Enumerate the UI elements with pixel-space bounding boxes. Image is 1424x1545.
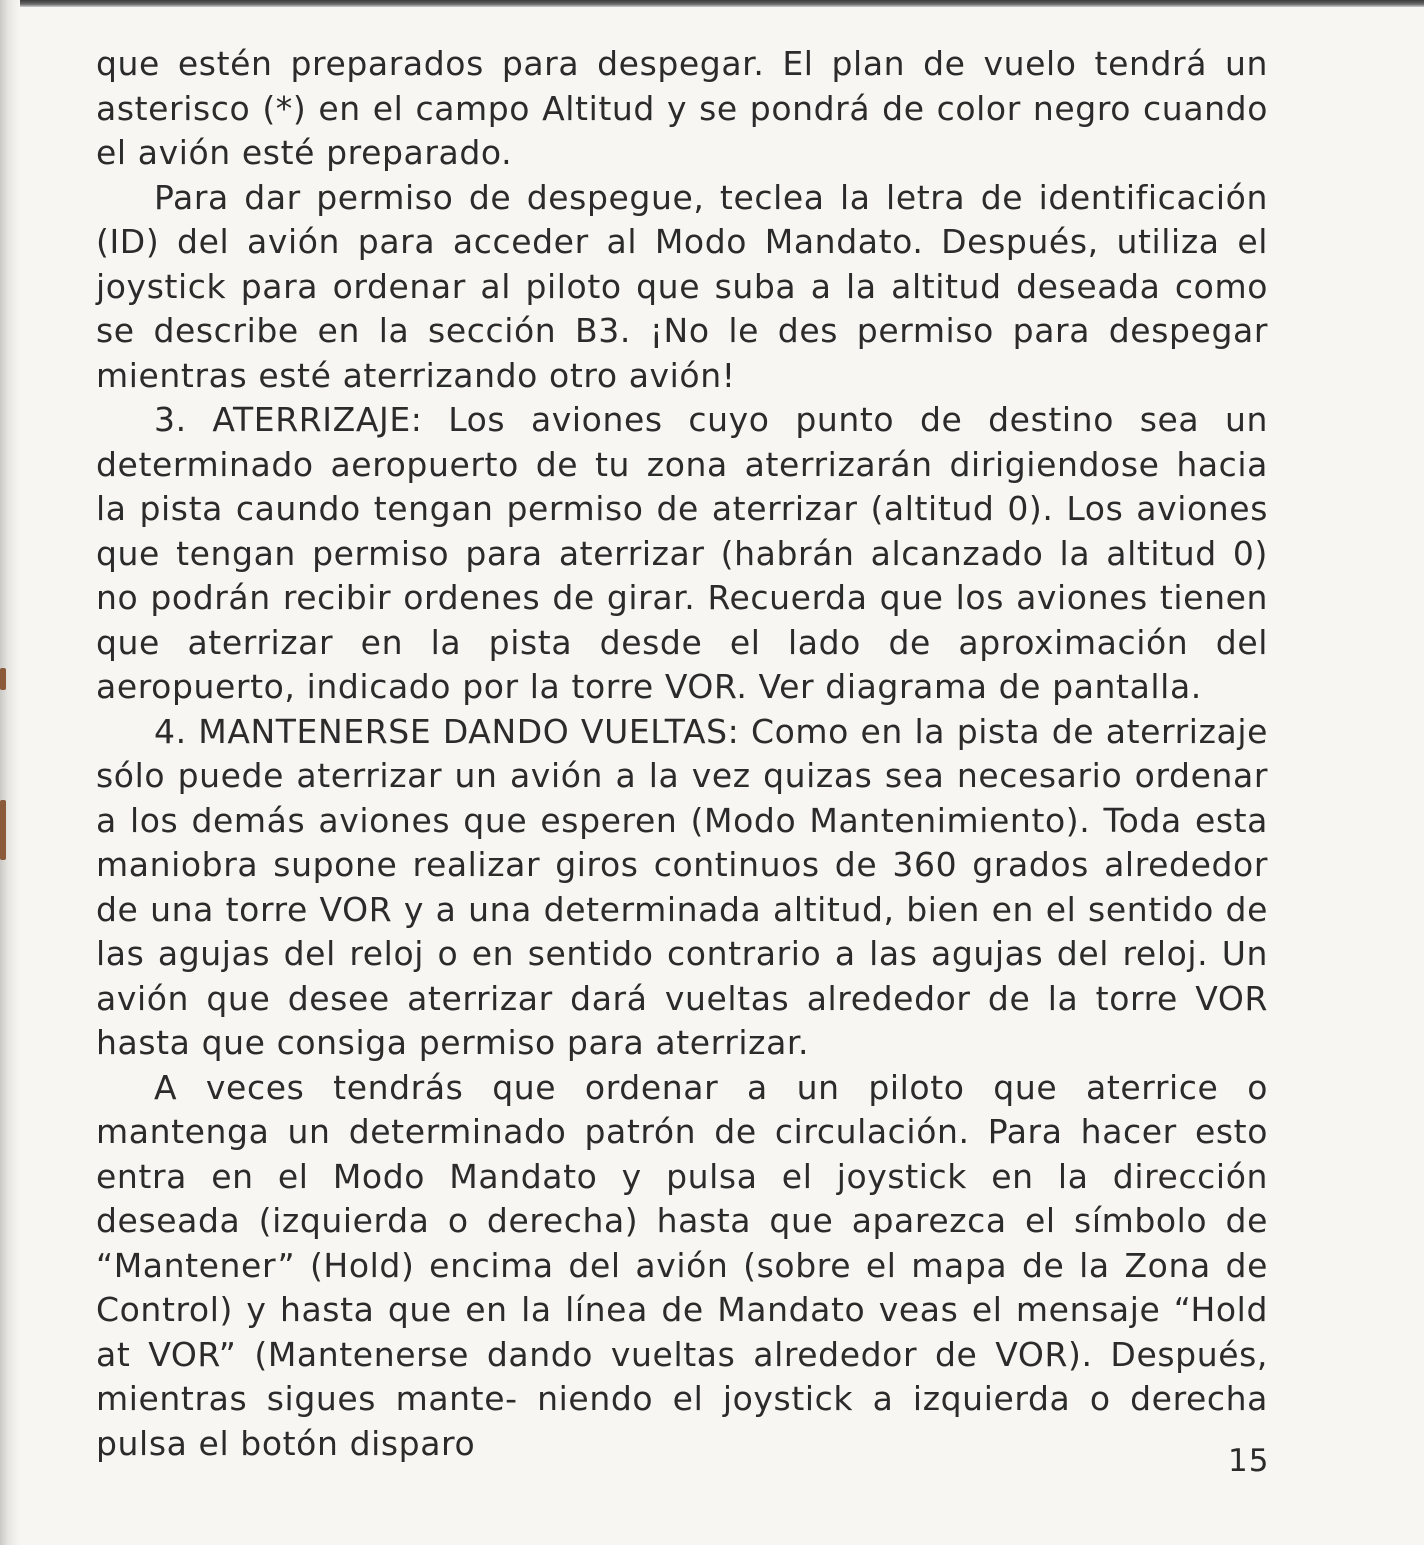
binding-mark [0, 800, 6, 860]
page-number: 15 [1228, 1443, 1270, 1479]
paragraph: A veces tendrás que ordenar a un piloto que aterrice o mantenga un determinado patrón de circulación. Para hacer esto entra en el Modo Mandato y pulsa el joystick en la dirección deseada (izquierda o derecha) hasta que aparezca el símbolo de “Mantener” (Hold) encima del avión (sobre el mapa de la Zona de Control) y hasta que en la línea de Mandato veas el mensaje “Hold at VOR” (Mantenerse dando vueltas alrededor de VOR). Después, mientras sigues mante- niendo el joystick a izquierda o derecha pulsa el botón disparo [96, 1067, 1268, 1463]
binding-mark [0, 668, 6, 690]
paragraph: 3. ATERRIZAJE: Los aviones cuyo punto de destino sea un determinado aeropuerto de tu zona aterrizarán dirigiendose hacia la pista caundo tengan permiso de aterrizar (altitud 0). Los aviones que tengan permiso para aterrizar (habrán alcanzado la altitud 0) no podrán recibir ordenes de girar. Recuerda que los aviones tienen que aterrizar en la pista desde el lado de aproximación del aeropuerto, indicado por la torre VOR. Ver diagrama de pantalla. [96, 400, 1268, 706]
page-left-edge [0, 0, 20, 1545]
paragraph: que estén preparados para despegar. El plan de vuelo tendrá un asterisco (*) en el campo Altitud y se pondrá de color negro cuando el avión esté preparado. [96, 44, 1268, 172]
paragraph: 4. MANTENERSE DANDO VUELTAS: Como en la pista de aterrizaje sólo puede aterrizar un avión a la vez quizas sea necesario ordenar a los demás aviones que esperen (Modo Mantenimiento). Toda esta maniobra supone realizar giros continuos de 360 grados alrededor de una torre VOR y a una determinada altitud, bien en el sentido de las agujas del reloj o en sentido contrario a las agujas del reloj. Un avión que desee aterrizar dará vueltas alrededor de la torre VOR hasta que consiga permiso para aterrizar. [96, 711, 1268, 1062]
paragraph: Para dar permiso de despegue, teclea la letra de identificación (ID) del avión para acceder al Modo Mandato. Después, utiliza el joystick para ordenar al piloto que suba a la altitud deseada como se describe en la sección B3. ¡No le des permiso para despegar mientras esté aterrizando otro avión! [96, 177, 1268, 395]
page-top-edge [0, 0, 1424, 7]
body-text [96, 42, 1268, 1466]
